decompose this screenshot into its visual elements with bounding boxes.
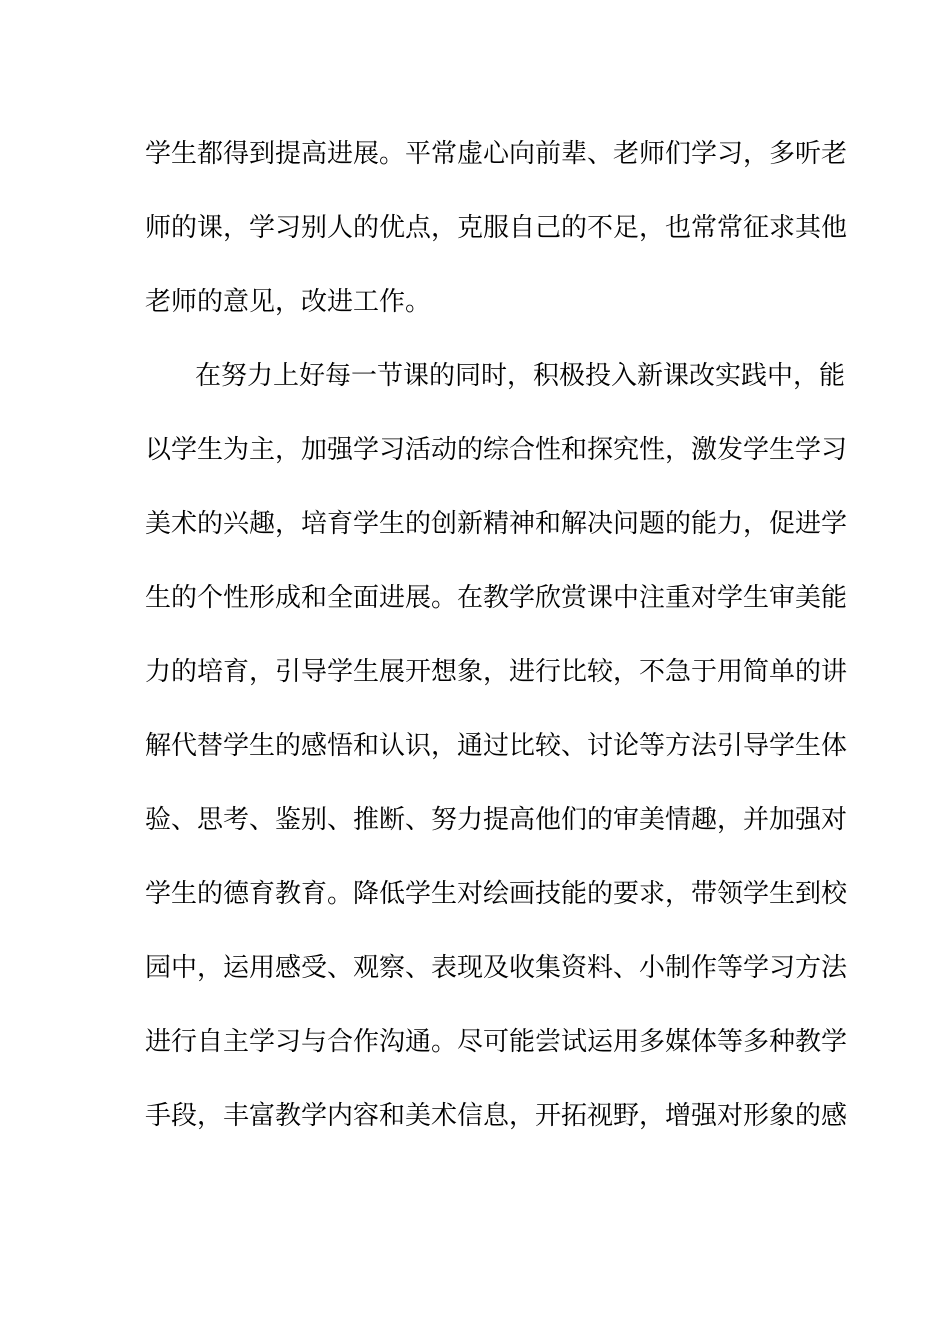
text-line: 力的培育，引导学生展开想象，进行比较，不急于用简单的讲: [145, 657, 848, 687]
body-text: [145, 132, 848, 1168]
text-line: 老师的意见，改进工作。: [145, 287, 432, 317]
text-line: 生的个性形成和全面进展。在教学欣赏课中注重对学生审美能: [145, 583, 848, 613]
text-line: 师的课，学习别人的优点，克服自己的不足，也常常征求其他: [145, 213, 848, 243]
text-line: 解代替学生的感悟和认识，通过比较、讨论等方法引导学生体: [145, 731, 848, 761]
text-line: 园中，运用感受、观察、表现及收集资料、小制作等学习方法: [145, 953, 848, 983]
paragraph-start-line: 在努力上好每一节课的同时，积极投入新课改实践中，能: [195, 361, 846, 391]
text-line: 美术的兴趣，培育学生的创新精神和解决问题的能力，促进学: [145, 509, 848, 539]
text-line: 学生都得到提高进展。平常虚心向前辈、老师们学习，多听老: [145, 139, 848, 169]
text-line: 验、思考、鉴别、推断、努力提高他们的审美情趣，并加强对: [145, 805, 848, 835]
text-line: 手段，丰富教学内容和美术信息，开拓视野，增强对形象的感: [145, 1101, 848, 1131]
text-line: 进行自主学习与合作沟通。尽可能尝试运用多媒体等多种教学: [145, 1027, 848, 1057]
text-line: 学生的德育教育。降低学生对绘画技能的要求，带领学生到校: [145, 879, 848, 909]
text-line: 以学生为主，加强学习活动的综合性和探究性，激发学生学习: [145, 435, 848, 465]
